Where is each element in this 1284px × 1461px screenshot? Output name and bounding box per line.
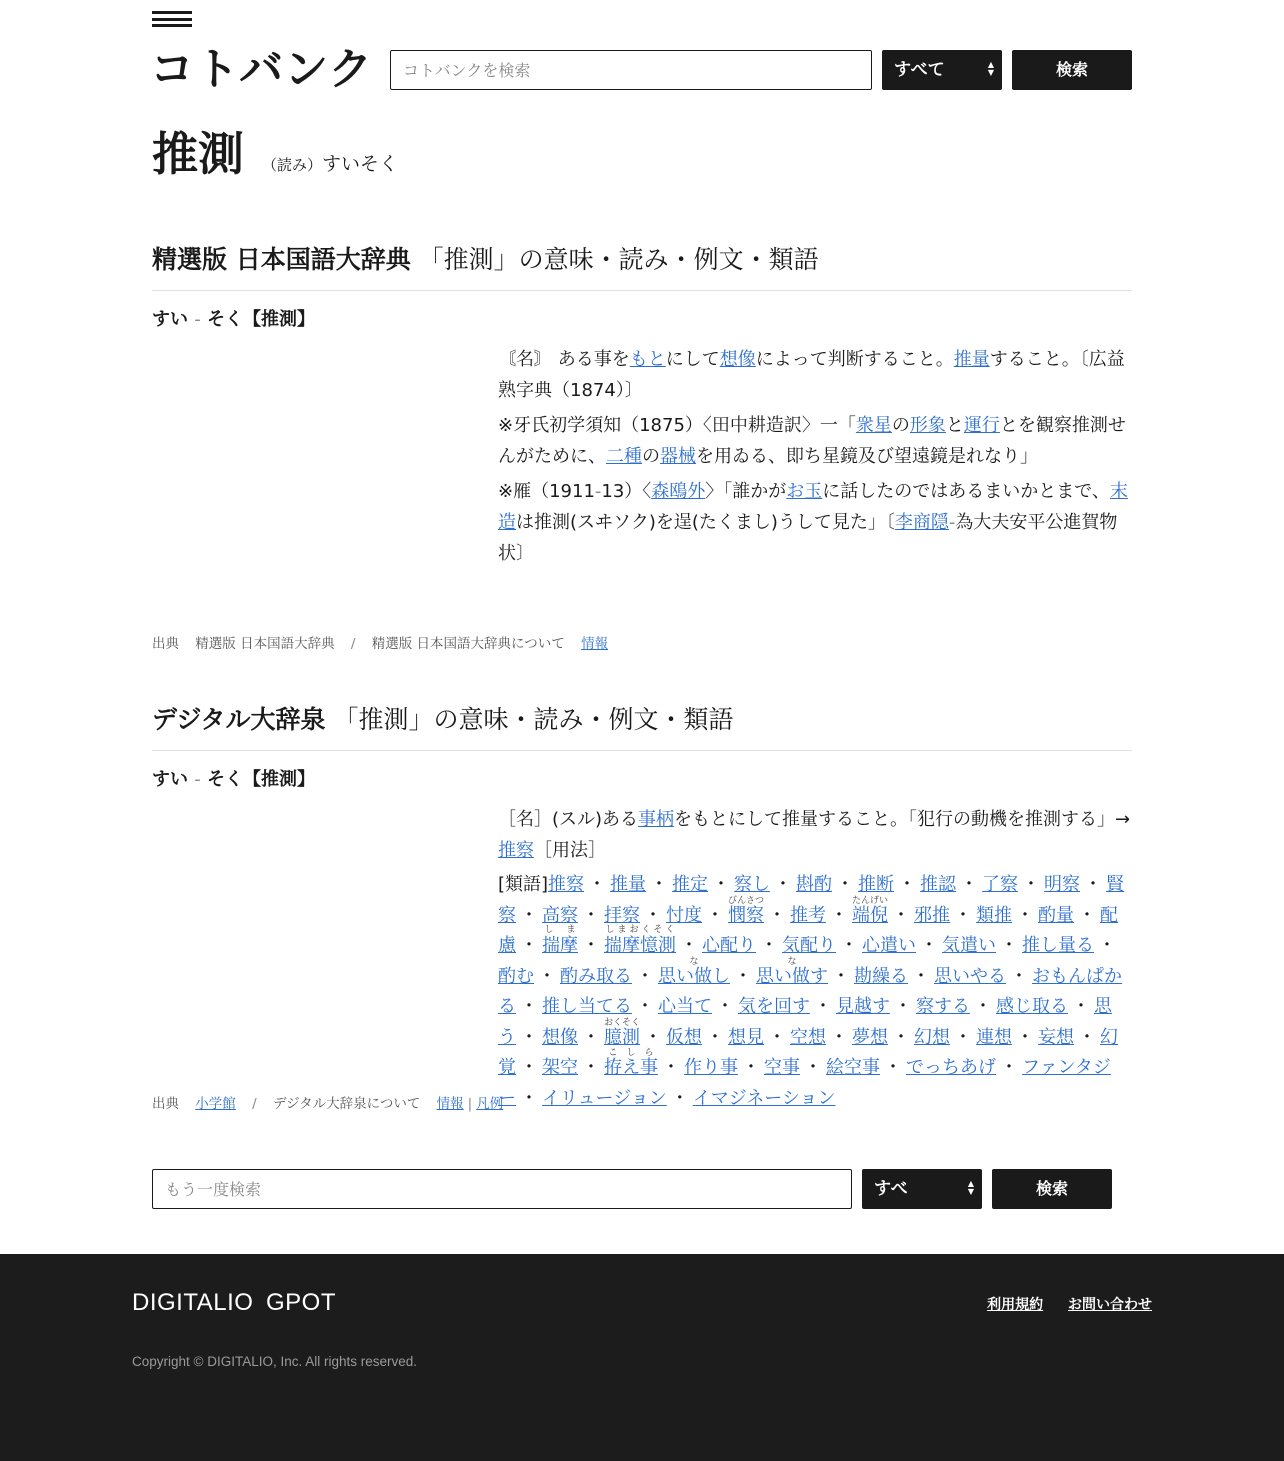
term-link[interactable]: 形象 xyxy=(909,415,946,436)
terms-link[interactable]: 利用規約 xyxy=(987,1297,1044,1313)
synonym-separator: ・ xyxy=(520,1026,538,1048)
synonym-word: 揣摩憶測 xyxy=(604,935,676,956)
synonym-ruby xyxy=(658,956,730,987)
synonym-link[interactable]: 推量 xyxy=(610,874,647,895)
synonym-link[interactable]: でっちあげ xyxy=(906,1057,996,1078)
synonym-link[interactable]: 絵空事 xyxy=(826,1057,880,1078)
term-link[interactable]: もと xyxy=(629,349,666,370)
copyright: Copyright © DIGITALIO, Inc. All rights reserved. xyxy=(132,1354,418,1369)
category-select[interactable] xyxy=(882,50,1002,90)
synonym-separator: ・ xyxy=(636,965,654,987)
dict-name: デジタル大辞泉 xyxy=(152,705,326,734)
synonym-separator: ・ xyxy=(582,935,600,956)
synonym-separator: ・ xyxy=(650,874,669,895)
synonym-separator: ・ xyxy=(954,904,973,926)
gpot-logo[interactable]: GPOT xyxy=(266,1289,337,1316)
synonym-link[interactable]: 気遣い xyxy=(942,935,996,956)
term-link[interactable]: 器械 xyxy=(660,446,696,467)
headword xyxy=(152,307,315,333)
synonym-separator: ・ xyxy=(644,904,662,926)
definition-paragraph xyxy=(498,344,1134,406)
category-select-bottom[interactable] xyxy=(862,1169,982,1209)
synonym-link[interactable]: 賢察 xyxy=(498,874,1125,926)
synonym-link[interactable]: 空事 xyxy=(764,1057,800,1078)
synonym-link[interactable]: 察し xyxy=(734,874,771,895)
synonym-word: 端倪 xyxy=(852,904,889,926)
digitalio-logo[interactable]: DIGITALIO xyxy=(132,1289,254,1316)
synonym-separator: ・ xyxy=(1016,904,1035,926)
synonym-link[interactable]: 空想 xyxy=(790,1026,827,1048)
synonym-link[interactable]: 酌み取る xyxy=(560,965,632,987)
synonym-link[interactable]: 幻想 xyxy=(914,1026,951,1048)
search-input[interactable] xyxy=(390,50,872,90)
synonym-reading: し ま xyxy=(542,925,578,935)
definition-paragraph xyxy=(498,804,1134,866)
synonym-link[interactable] xyxy=(728,895,765,926)
synonym-link[interactable]: 架空 xyxy=(542,1057,578,1078)
text: ［名］(スル)ある xyxy=(498,809,639,830)
synonym-ruby xyxy=(728,895,765,926)
synonym-link[interactable]: 酌む xyxy=(498,965,534,987)
text: の xyxy=(642,446,660,467)
source-legend-link[interactable]: 凡例 xyxy=(476,1096,504,1112)
dict-name: 精選版 日本国語大辞典 xyxy=(152,245,411,274)
synonym-link[interactable]: 気配り xyxy=(782,935,836,956)
synonym-link[interactable] xyxy=(604,1048,658,1078)
definition-nikkoku xyxy=(498,344,1134,573)
synonym-separator: ・ xyxy=(734,965,752,987)
text: は推測(スヰソク)を逞(たくまし)うして見た」〔 xyxy=(516,512,895,533)
synonym-separator: ・ xyxy=(898,874,917,895)
footer xyxy=(0,1254,1284,1461)
text: すること。〔広益熟字典（1874）〕 xyxy=(498,349,1125,401)
text: に話したのではあるまいかとまで、 xyxy=(822,481,1110,502)
synonym-separator: ・ xyxy=(1078,1026,1097,1048)
source-about: デジタル大辞泉について xyxy=(272,1096,421,1112)
synonym-link[interactable]: 思う xyxy=(498,996,1112,1048)
synonym-reading: たんげい xyxy=(852,895,889,906)
synonym-ruby xyxy=(604,1017,641,1048)
synonym-link[interactable]: 幻覚 xyxy=(498,1026,1119,1078)
headword-dash: ‐ xyxy=(194,769,201,790)
contact-link[interactable]: お問い合わせ xyxy=(1068,1297,1152,1313)
synonym-separator: ・ xyxy=(538,965,556,987)
synonym-link[interactable]: 推認 xyxy=(920,874,957,895)
synonym-link[interactable]: 推し当てる xyxy=(542,996,632,1017)
synonym-separator: ・ xyxy=(768,904,787,926)
search-again-button[interactable]: 検索 xyxy=(992,1169,1112,1209)
synonym-link[interactable]: 斟酌 xyxy=(796,874,833,895)
section-title-suffix: 「推測」の意味・読み・例文・類語 xyxy=(333,705,734,734)
section-title-suffix: 「推測」の意味・読み・例文・類語 xyxy=(418,245,819,274)
synonym-separator: ・ xyxy=(1098,935,1116,956)
synonym-link[interactable]: 感じ取る xyxy=(996,996,1068,1017)
synonym-separator: ・ xyxy=(716,996,734,1017)
source-info-link[interactable]: 情報 xyxy=(436,1096,464,1112)
synonym-link[interactable]: おもんぱかる xyxy=(498,965,1122,1017)
synonym-link[interactable]: 妄想 xyxy=(1038,1026,1075,1048)
synonym-separator: ・ xyxy=(742,1057,760,1078)
hamburger-menu-icon[interactable] xyxy=(152,11,192,31)
synonym-word: 思い做す xyxy=(756,965,828,987)
synonym-link[interactable]: 気を回す xyxy=(738,996,810,1017)
synonym-reading: な xyxy=(658,956,730,967)
synonym-separator: ・ xyxy=(1010,965,1028,987)
dash: ‐ xyxy=(948,512,956,533)
term-link[interactable]: 想像 xyxy=(719,349,756,370)
synonym-link[interactable]: 類推 xyxy=(976,904,1013,926)
text: ※牙氏初学須知（1875）〈田中耕造訳〉一「 xyxy=(498,415,856,436)
synonym-separator: ・ xyxy=(814,996,832,1017)
synonym-separator: ・ xyxy=(804,1057,822,1078)
dash: ‐ xyxy=(594,481,602,502)
synonym-separator: ・ xyxy=(706,1026,725,1048)
source-pipe: | xyxy=(467,1096,473,1112)
synonym-word: 臆測 xyxy=(604,1026,641,1048)
citation-paragraph xyxy=(498,410,1134,472)
synonym-link[interactable]: 夢想 xyxy=(852,1026,889,1048)
text: 為大夫安平公進賀物状〕 xyxy=(498,512,1118,564)
term-link[interactable]: 李商隠 xyxy=(894,512,949,533)
synonym-separator: ・ xyxy=(884,1057,902,1078)
synonym-link[interactable] xyxy=(756,956,828,987)
synonym-link[interactable]: 忖度 xyxy=(666,904,702,926)
text: 〘名〙 ある事を xyxy=(498,349,630,370)
text: にして xyxy=(665,349,720,370)
section-title-daijisen xyxy=(152,702,1132,751)
synonym-link[interactable]: 配慮 xyxy=(498,904,1119,956)
search-again-input[interactable] xyxy=(152,1169,852,1209)
source-label: 出典 xyxy=(152,1096,179,1112)
synonym-link[interactable]: 推察 xyxy=(548,874,585,895)
term-link[interactable]: 運行 xyxy=(963,415,1000,436)
synonym-link[interactable]: 心遣い xyxy=(862,935,916,956)
synonym-separator: ・ xyxy=(636,996,654,1017)
text: の xyxy=(891,415,910,436)
source-nikkoku xyxy=(152,634,620,654)
synonym-separator: ・ xyxy=(1016,1026,1035,1048)
synonym-link[interactable]: 連想 xyxy=(976,1026,1013,1048)
text: と xyxy=(945,415,964,436)
term-link[interactable]: 二種 xyxy=(606,446,642,467)
search-button[interactable]: 検索 xyxy=(1012,50,1132,90)
text: ［用法］ xyxy=(534,840,606,861)
synonym-link[interactable] xyxy=(604,1017,641,1048)
citation-paragraph xyxy=(498,476,1134,569)
synonym-ruby xyxy=(756,956,828,987)
synonym-link[interactable]: 心配り xyxy=(702,935,756,956)
term-link[interactable]: 推量 xyxy=(953,349,990,370)
synonym-reading: な xyxy=(756,956,828,967)
source-publisher-link[interactable]: 小学館 xyxy=(195,1096,236,1112)
synonym-link[interactable]: 高察 xyxy=(542,904,578,926)
synonym-reading: おくそく xyxy=(604,1017,641,1028)
synonym-separator: ・ xyxy=(662,1057,680,1078)
select-arrows-icon: ▲ ▼ xyxy=(987,60,994,77)
synonym-link[interactable]: ファンタジー xyxy=(498,1057,1111,1109)
synonym-link[interactable]: 推断 xyxy=(858,874,895,895)
synonym-link[interactable]: 邪推 xyxy=(914,904,951,926)
synonym-link[interactable]: イマジネーション xyxy=(692,1087,836,1109)
text: 〉「誰かが xyxy=(705,481,787,502)
synonym-word: 拵え事 xyxy=(604,1057,658,1078)
text: ※雁（1911 xyxy=(498,481,595,502)
synonym-ruby xyxy=(604,1048,658,1078)
synonym-link[interactable] xyxy=(658,956,730,987)
text: 13）〈 xyxy=(601,481,652,502)
synonym-separator: ・ xyxy=(894,996,912,1017)
synonym-separator: ・ xyxy=(892,1026,911,1048)
text: をもとにして推量すること。「犯行の動機を推測する」→ xyxy=(674,809,1131,830)
synonym-link[interactable]: 推し量る xyxy=(1022,935,1094,956)
synonym-ruby xyxy=(852,895,889,926)
synonym-separator: ・ xyxy=(1078,904,1097,926)
reading-label: （読み） xyxy=(262,156,323,174)
synonym-separator: ・ xyxy=(680,935,698,956)
synonym-separator: ・ xyxy=(520,1057,538,1078)
headword-part: そく【推測】 xyxy=(207,769,316,790)
synonym-separator: ・ xyxy=(768,1026,787,1048)
synonym-separator: ・ xyxy=(520,904,538,926)
synonym-list xyxy=(498,870,1134,1114)
footer-links xyxy=(967,1294,1152,1314)
site-logo[interactable]: コトバンク xyxy=(150,44,374,95)
reading xyxy=(262,150,398,179)
source-name: 精選版 日本国語大辞典 xyxy=(195,636,335,652)
synonym-separator: ・ xyxy=(1000,935,1018,956)
synonym-separator: ・ xyxy=(830,904,849,926)
synonym-separator: ・ xyxy=(582,904,600,926)
source-separator: / xyxy=(252,1096,257,1112)
synonym-separator: ・ xyxy=(1072,996,1090,1017)
synonym-separator: ・ xyxy=(712,874,731,895)
synonym-link[interactable]: 想像 xyxy=(542,1026,578,1048)
headword-part: そく【推測】 xyxy=(207,309,316,330)
synonym-word: 憫察 xyxy=(728,904,765,926)
headword-dash: ‐ xyxy=(194,309,201,330)
source-daijisen xyxy=(152,1094,515,1114)
synonym-word: 思い做し xyxy=(658,965,730,987)
synonym-separator: ・ xyxy=(836,874,855,895)
synonym-separator: ・ xyxy=(670,1087,689,1109)
page-title: 推測 xyxy=(152,127,244,181)
synonym-separator: ・ xyxy=(840,935,858,956)
synonym-link[interactable]: 酌量 xyxy=(1038,904,1075,926)
synonym-link[interactable]: 仮想 xyxy=(666,1026,703,1048)
synonym-reading: びんさつ xyxy=(728,895,765,906)
synonym-separator: ・ xyxy=(520,935,538,956)
term-link[interactable]: 事柄 xyxy=(638,809,675,830)
synonym-separator: ・ xyxy=(1000,1057,1018,1078)
synonym-separator: ・ xyxy=(892,904,911,926)
text: を用ゐる、即ち星鏡及び望遠鏡是れなり」 xyxy=(696,446,1038,467)
synonym-ruby xyxy=(542,925,578,956)
section-title-nikkoku xyxy=(152,242,1132,291)
source-separator: / xyxy=(350,636,356,652)
synonym-link[interactable]: 見越す xyxy=(836,996,890,1017)
synonym-separator: ・ xyxy=(832,965,850,987)
synonym-word: 揣摩 xyxy=(542,935,578,956)
synonym-separator: ・ xyxy=(760,935,778,956)
source-label: 出典 xyxy=(152,636,179,652)
text: とを観察推測せんがために、 xyxy=(498,415,1126,467)
definition-daijisen xyxy=(498,804,1134,1118)
synonym-link[interactable]: 拝察 xyxy=(604,904,640,926)
headword xyxy=(152,767,315,793)
synonym-reading: しまおくそく xyxy=(604,925,676,935)
category-select-label: すべて xyxy=(894,60,945,80)
synonym-ruby xyxy=(604,925,676,956)
headword-part: すい xyxy=(152,769,188,790)
synonym-link[interactable] xyxy=(542,925,578,956)
synonym-separator: ・ xyxy=(644,1026,663,1048)
select-arrows-icon: ▲ ▼ xyxy=(967,1179,974,1196)
term-link[interactable]: 推察 xyxy=(498,840,534,861)
synonym-link[interactable]: 想見 xyxy=(728,1026,765,1048)
source-about: 精選版 日本国語大辞典について xyxy=(371,636,565,652)
synonym-label: [類語] xyxy=(498,874,549,895)
synonym-separator: ・ xyxy=(920,935,938,956)
synonym-separator: ・ xyxy=(774,874,793,895)
text: によって判断すること。 xyxy=(755,349,954,370)
synonym-link[interactable]: 思いやる xyxy=(934,965,1006,987)
term-link[interactable]: お玉 xyxy=(786,481,823,502)
synonym-link[interactable] xyxy=(604,925,676,956)
synonym-separator: ・ xyxy=(912,965,930,987)
synonym-separator: ・ xyxy=(954,1026,973,1048)
synonym-link[interactable]: 明察 xyxy=(1044,874,1081,895)
term-link[interactable]: 森鴎外 xyxy=(651,481,706,502)
synonym-link[interactable]: 推考 xyxy=(790,904,827,926)
synonym-separator: ・ xyxy=(1022,874,1041,895)
synonym-link[interactable]: 作り事 xyxy=(684,1057,738,1078)
synonym-separator: ・ xyxy=(960,874,979,895)
synonym-separator: ・ xyxy=(520,1087,538,1109)
synonym-separator: ・ xyxy=(974,996,992,1017)
category-select-label: すべ xyxy=(874,1179,908,1199)
term-link[interactable]: 末造 xyxy=(498,481,1128,533)
reading-value: すいそく xyxy=(322,153,399,175)
synonym-link[interactable]: 心当て xyxy=(658,996,712,1017)
synonym-link[interactable]: 推定 xyxy=(672,874,709,895)
synonym-separator: ・ xyxy=(588,874,607,895)
synonym-separator: ・ xyxy=(520,996,538,1017)
term-link[interactable]: 衆星 xyxy=(855,415,892,436)
synonym-link[interactable]: 察する xyxy=(916,996,970,1017)
synonym-separator: ・ xyxy=(706,904,724,926)
synonym-link[interactable] xyxy=(852,895,889,926)
synonym-reading: こしら xyxy=(604,1048,658,1058)
headword-part: すい xyxy=(152,309,188,330)
synonym-link[interactable]: 了察 xyxy=(982,874,1019,895)
synonym-separator: ・ xyxy=(582,1057,600,1078)
synonym-link[interactable]: 勘繰る xyxy=(854,965,908,987)
synonym-separator: ・ xyxy=(582,1026,600,1048)
synonym-link[interactable]: イリュージョン xyxy=(542,1087,667,1109)
synonym-separator: ・ xyxy=(830,1026,849,1048)
synonym-separator: ・ xyxy=(1084,874,1103,895)
source-info-link[interactable]: 情報 xyxy=(581,636,609,652)
